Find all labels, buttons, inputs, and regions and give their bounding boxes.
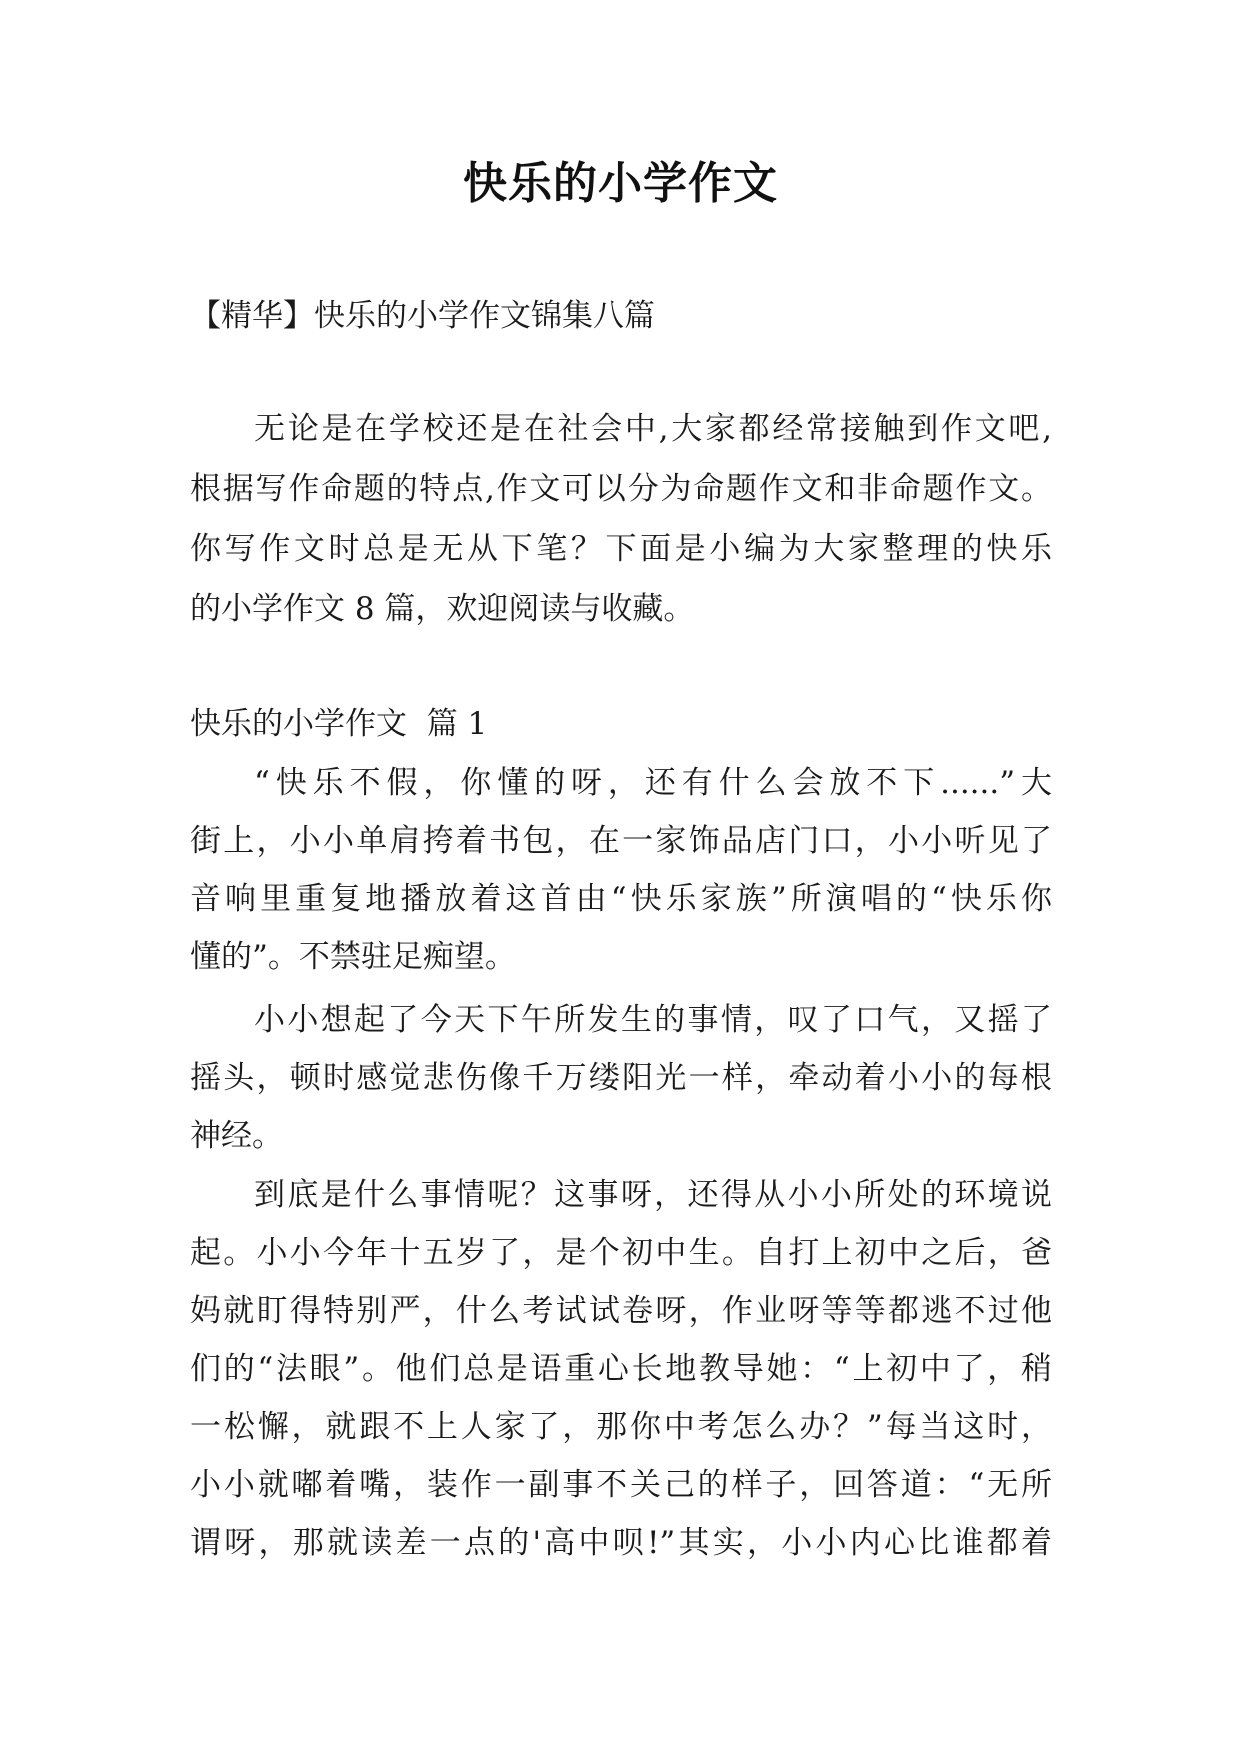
- paragraph-line: 们的“法眼”。他们总是语重心长地教导她：“上初中了，稍: [190, 1351, 1052, 1387]
- body-paragraph: [190, 754, 1052, 986]
- intro-line: 的小学作文 8 篇，欢迎阅读与收藏。: [190, 591, 695, 627]
- paragraph-line: 一松懈，就跟不上人家了，那你中考怎么办？”每当这时，: [190, 1409, 1052, 1445]
- body-paragraph: [190, 1166, 1052, 1572]
- paragraph-line: 街上，小小单肩挎着书包，在一家饰品店门口，小小听见了: [190, 823, 1052, 859]
- intro-line: 你写作文时总是无从下笔？下面是小编为大家整理的快乐: [190, 531, 1052, 567]
- body-paragraph: [190, 991, 1052, 1165]
- intro-line: 根据写作命题的特点,作文可以分为命题作文和非命题作文。: [190, 471, 1052, 507]
- paragraph-line: 小小想起了今天下午所发生的事情，叹了口气，又摇了: [254, 1002, 1052, 1038]
- paragraph-line: 谓呀，那就读差一点的'高中呗!”其实，小小内心比谁都着: [190, 1525, 1052, 1561]
- paragraph-line: 到底是什么事情呢？这事呀，还得从小小所处的环境说: [254, 1177, 1052, 1213]
- paragraph-line: 懂的”。不禁驻足痴望。: [190, 939, 516, 975]
- intro-paragraph: [190, 399, 1052, 639]
- paragraph-line: 神经。: [190, 1118, 283, 1154]
- paragraph-line: 摇头，顿时感觉悲伤像千万缕阳光一样，牵动着小小的每根: [190, 1060, 1052, 1096]
- section-heading: 快乐的小学作文 篇 1: [190, 706, 488, 742]
- document-subtitle: 【精华】快乐的小学作文锦集八篇: [190, 298, 655, 334]
- paragraph-line: 起。小小今年十五岁了，是个初中生。自打上初中之后，爸: [190, 1235, 1052, 1271]
- intro-line: 无论是在学校还是在社会中,大家都经常接触到作文吧,: [254, 411, 1052, 447]
- paragraph-line: “快乐不假，你懂的呀，还有什么会放不下......”大: [254, 765, 1052, 801]
- paragraph-line: 妈就盯得特别严，什么考试试卷呀，作业呀等等都逃不过他: [190, 1293, 1052, 1329]
- paragraph-line: 小小就嘟着嘴，装作一副事不关己的样子，回答道：“无所: [190, 1467, 1052, 1503]
- paragraph-line: 音响里重复地播放着这首由“快乐家族”所演唱的“快乐你: [190, 881, 1052, 917]
- document-title: 快乐的小学作文: [463, 158, 778, 209]
